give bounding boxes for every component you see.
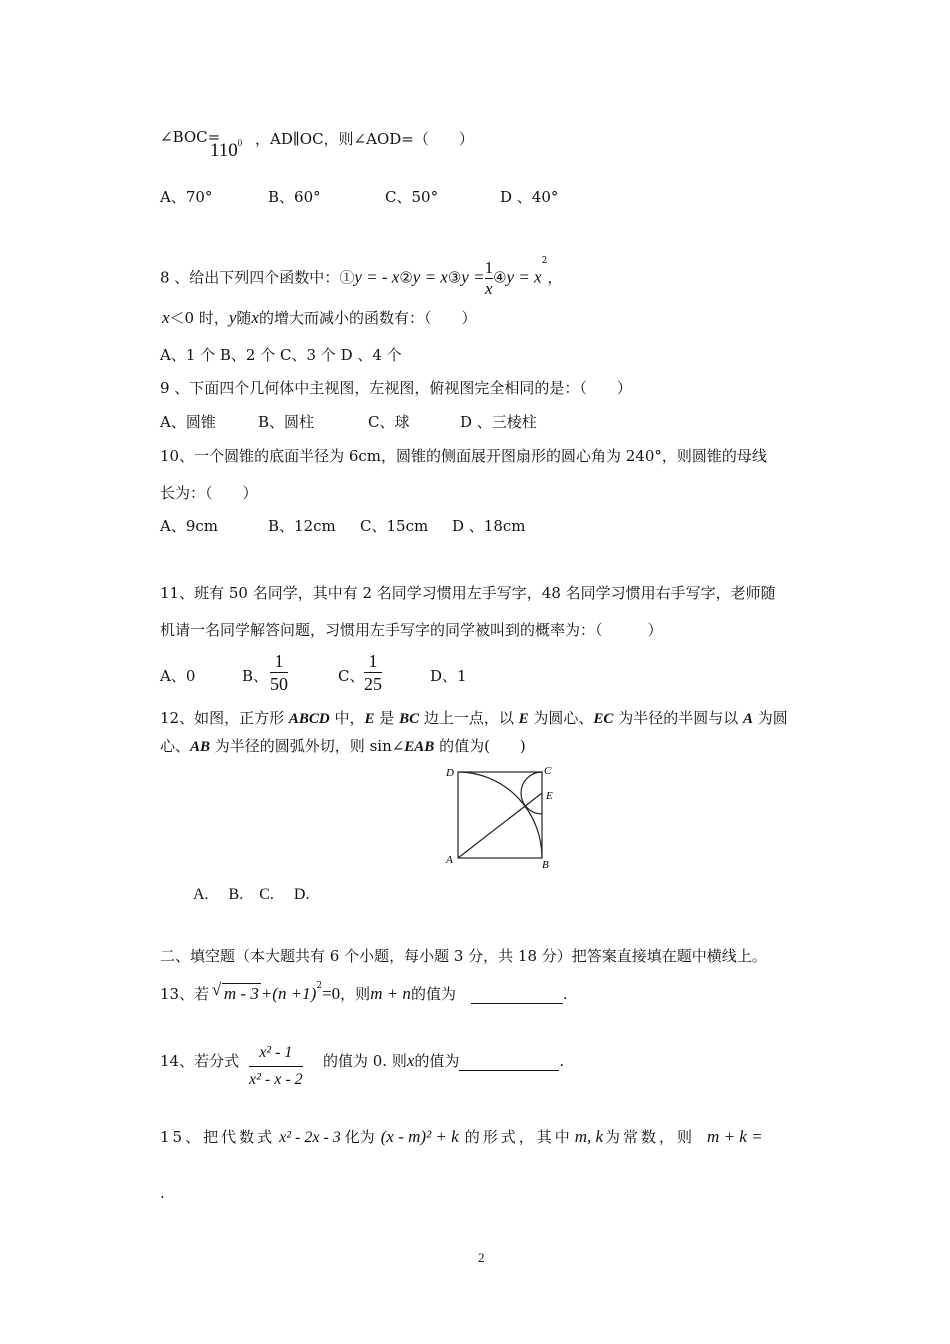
q7-option-c: C、50° bbox=[385, 188, 439, 206]
q7-option-b: B、60° bbox=[268, 188, 321, 206]
q8-fraction: $\frac{1}{x}$ bbox=[484, 258, 494, 298]
section2-heading: 二、填空题（本大题共有 6 个小题，每小题 3 分，共 18 分）把答案直接填在题中横线上。 bbox=[160, 947, 767, 965]
segment-ae bbox=[458, 793, 542, 858]
q11-option-d: D、1 bbox=[430, 667, 467, 685]
arc-center-a bbox=[458, 772, 542, 858]
q10-stem-line1: 10、一个圆锥的底面半径为 6cm，圆锥的侧面展开图扇形的圆心角为 240°，则圆锥的母线 bbox=[160, 447, 767, 465]
q8-condition: x＜0 时，y随x的增大而减小的函数有：（ ） bbox=[162, 308, 477, 327]
q14-label: 14、若分式 bbox=[160, 1052, 240, 1070]
q9-option-b: B、圆柱 bbox=[258, 413, 315, 431]
q8-function-4: y = x bbox=[506, 267, 542, 287]
label-b: B bbox=[542, 859, 549, 871]
q9-option-a: A、圆锥 bbox=[160, 413, 216, 431]
label-c: C bbox=[544, 765, 552, 777]
label-e: E bbox=[546, 790, 553, 802]
q12-stem-line1: 12、如图，正方形 ABCD 中，E 是 BC 边上一点，以 E 为圆心、EC 为半径的半圆与以 A 为圆 bbox=[160, 709, 788, 727]
q10-option-c: C、15cm bbox=[360, 517, 429, 535]
q10-option-d: D 、18cm bbox=[452, 517, 526, 535]
q10-option-a: A、9cm bbox=[160, 517, 219, 535]
q15-line: 15、把代数式 x² - 2x - 3 化为 (x - m)² + k 的形式，其中 m, k 为常数，则 m + k = bbox=[160, 1127, 763, 1146]
q13-sqrt: √ m - 3 bbox=[211, 980, 259, 1003]
square-abcd bbox=[458, 772, 542, 858]
q13-answer-blank[interactable] bbox=[471, 987, 563, 1004]
q11-option-c: C、 bbox=[338, 667, 365, 685]
q9-option-c: C、球 bbox=[368, 413, 410, 431]
q12-square-figure bbox=[440, 762, 560, 872]
q8-function-2: y = x bbox=[412, 267, 448, 287]
q12-stem-line2: 心、AB 为半径的圆弧外切，则 sin∠EAB 的值为( ) bbox=[160, 737, 526, 755]
sqrt-icon: √ bbox=[211, 980, 222, 999]
q8-function-1: y = - x bbox=[354, 267, 400, 287]
q7-option-d: D 、40° bbox=[500, 188, 559, 206]
q8-options: A、1 个 B、2 个 C、3 个 D 、4 个 bbox=[160, 346, 402, 364]
q13-line: 13、若 √ $m - 3 +(n +1)^2=0$，则m + n的值为 . bbox=[160, 980, 568, 1003]
q11-option-b: B、 bbox=[242, 667, 269, 685]
q14-answer-blank[interactable] bbox=[459, 1054, 559, 1071]
q12-options: A. B. C. D. bbox=[193, 886, 310, 903]
semicircle-center-e bbox=[521, 772, 542, 814]
q8-stem: 8 、给出下列四个函数中：①y = - x②y = x③y = $\frac{1}{x}$ ④y = $x^2$， bbox=[160, 256, 563, 298]
q11-option-c-fraction: $\frac{1}{25}$ bbox=[364, 651, 382, 694]
label-a: A bbox=[446, 854, 453, 866]
q8-function-3: y = bbox=[461, 267, 485, 287]
q11-stem-line1: 11、班有 50 名同学，其中有 2 名同学习惯用左手写字，48 名同学习惯用右手写字，老师随 bbox=[160, 584, 776, 602]
q11-stem-line2: 机请一名同学解答问题，习惯用左手写字的同学被叫到的概率为：（ ） bbox=[160, 621, 663, 639]
q9-stem: 9 、下面四个几何体中主视图，左视图，俯视图完全相同的是：（ ） bbox=[160, 379, 632, 397]
q14-fraction: $\frac{\text{x² - 1}}{\text{x² - x - 2}}$ bbox=[245, 1040, 307, 1093]
q11-option-b-fraction: $\frac{1}{50}$ bbox=[270, 651, 288, 694]
q9-option-d: D 、三棱柱 bbox=[460, 413, 537, 431]
q10-option-b: B、12cm bbox=[268, 517, 336, 535]
q7-condition-rest: ，AD∥OC，则∠AOD=（ ） bbox=[255, 130, 474, 148]
q15-end: . bbox=[160, 1184, 165, 1202]
q14-rest: 的值为 0. 则x的值为 . bbox=[323, 1051, 565, 1070]
q7-angle-label: ∠BOC= bbox=[160, 128, 221, 146]
label-d: D bbox=[446, 767, 454, 779]
q7-angle-value: $110^0$ bbox=[210, 138, 243, 161]
q11-option-a: A、0 bbox=[160, 667, 196, 685]
q7-option-a: A、70° bbox=[160, 188, 213, 206]
q10-stem-line2: 长为：（ ） bbox=[160, 484, 258, 502]
page-number: 2 bbox=[478, 1250, 485, 1265]
